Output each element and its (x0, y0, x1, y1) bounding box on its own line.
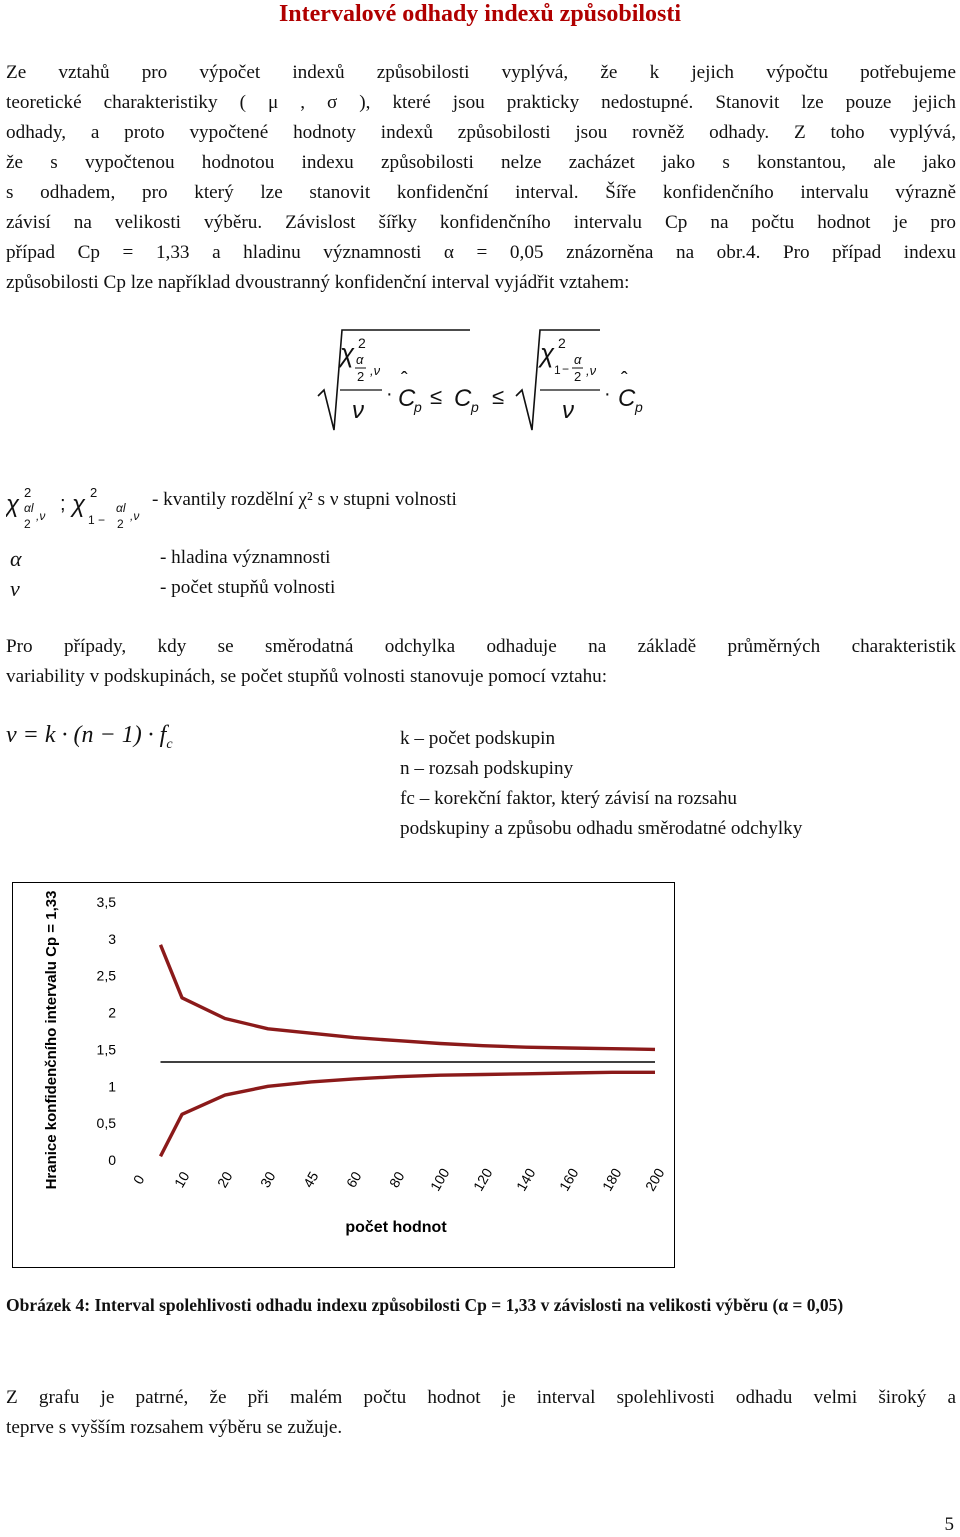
svg-text:2: 2 (90, 485, 98, 500)
svg-text:χ: χ (6, 491, 20, 518)
alpha-symbol: α (10, 546, 22, 571)
svg-text:−: − (562, 362, 570, 376)
text-line: variability v podskupinách, se počet stupňů volnosti stanovuje pomocí vztahu: (6, 666, 608, 687)
x-tick-label: 45 (299, 1168, 322, 1191)
svg-text:≤: ≤ (430, 384, 443, 409)
svg-text:αl: αl (116, 501, 126, 515)
y-tick-label: 1 (108, 1078, 116, 1095)
x-tick-label: 80 (385, 1168, 408, 1191)
svg-text:,ν: ,ν (586, 363, 597, 378)
svg-text:ν: ν (352, 397, 364, 424)
svg-text:α: α (574, 352, 582, 367)
y-tick-label: 3,5 (96, 894, 116, 910)
svg-text:ν: ν (562, 397, 574, 424)
svg-text:αl: αl (24, 501, 34, 515)
text-line: teoretické charakteristiky ( μ , σ ), které jsou prakticky nedostupné. Stanovit lze pouze jejich (6, 92, 956, 113)
svg-text:·: · (386, 383, 393, 405)
svg-text:p: p (471, 399, 479, 415)
conclusion-paragraph (6, 1383, 956, 1443)
definition-k: k – počet podskupin (400, 728, 556, 749)
definition-fc: fc – korekční faktor, který závisí na rozsahu (400, 788, 738, 809)
intro-paragraph (6, 58, 956, 298)
x-tick-label: 60 (342, 1168, 365, 1191)
x-tick-label: 180 (598, 1165, 625, 1194)
svg-text:·: · (604, 383, 611, 405)
svg-text:χ: χ (540, 338, 555, 368)
y-tick-label: 0 (108, 1152, 116, 1168)
x-tick-label: 140 (512, 1165, 539, 1194)
page-title: Intervalové odhady indexů způsobilosti (278, 1, 682, 27)
svg-text:C: C (618, 385, 636, 412)
confidence-interval-formula (300, 318, 680, 438)
text-line: Z grafu je patrné, že při malém počtu hodnot je interval spolehlivosti odhadu velmi široký a (6, 1387, 956, 1408)
text-line: závisí na velikosti výběru. Závislost šířky konfidenčního intervalu Cp na počtu hodnot je pro (6, 212, 956, 233)
svg-text:2: 2 (24, 485, 32, 500)
text-line: případ Cp = 1,33 a hladinu významnosti α = 0,05 znázorněna na obr.4. Pro případ indexu (6, 242, 956, 263)
svg-text:,ν: ,ν (370, 363, 381, 378)
x-tick-label: 100 (426, 1165, 453, 1194)
svg-text:α: α (356, 352, 364, 367)
confidence-interval-chart (12, 882, 675, 1268)
chi-square-quantiles-symbol (6, 482, 156, 532)
x-axis-title: počet hodnot (345, 1219, 447, 1236)
text-line: způsobilosti Cp lze například dvoustranný konfidenční interval vyjádřit vztahem: (6, 272, 630, 293)
svg-text:χ: χ (340, 338, 355, 368)
y-tick-label: 2,5 (96, 967, 116, 984)
upper-bound-line (161, 945, 656, 1050)
svg-text:2: 2 (117, 517, 124, 531)
svg-text:p: p (635, 399, 643, 415)
svg-text:χ: χ (72, 491, 86, 518)
svg-text:≤: ≤ (492, 384, 505, 409)
x-tick-label: 160 (555, 1165, 582, 1194)
text-line: že s vypočtenou hodnotou indexu způsobilosti nelze zacházet jako s konstantou, ale jako (6, 152, 956, 173)
svg-text:2: 2 (358, 335, 366, 351)
svg-text:C: C (454, 385, 472, 412)
formula-definitions (400, 724, 802, 844)
quantile-definition: - kvantily rozdělní χ² s ν stupni volnosti (152, 489, 457, 510)
svg-text:2: 2 (558, 335, 566, 351)
svg-text:C: C (398, 385, 416, 412)
figure-caption: Obrázek 4: Interval spolehlivosti odhadu indexu způsobilosti Cp = 1,33 v závislosti na velikosti výběru (α = 0,05) (6, 1295, 844, 1315)
page-number: 5 (944, 1514, 954, 1535)
definition-fc-cont: podskupiny a způsobu odhadu směrodatné odchylky (400, 818, 803, 839)
x-tick-label: 120 (469, 1165, 496, 1194)
text-line: Ze vztahů pro výpočet indexů způsobilosti vyplývá, že k jejich výpočtu potřebujeme (6, 62, 956, 83)
text-line: odhady, a proto vypočtené hodnoty indexů způsobilosti jsou rovněž odhady. Z toho vyplývá, (6, 122, 956, 143)
svg-text:2: 2 (357, 369, 365, 384)
x-tick-label: 20 (213, 1168, 236, 1191)
svg-text:ˆ: ˆ (401, 369, 408, 391)
nu-definition: - počet stupňů volnosti (160, 577, 336, 598)
x-tick-label: 200 (641, 1165, 668, 1194)
svg-text:,ν: ,ν (36, 509, 46, 523)
y-axis-title: Hranice konfidenčního intervalu Cp = 1,33 (43, 890, 60, 1190)
svg-text:2: 2 (574, 369, 582, 384)
svg-text:ˆ: ˆ (621, 369, 628, 391)
svg-text:1: 1 (88, 513, 95, 527)
degrees-paragraph (6, 632, 956, 692)
y-tick-label: 2 (108, 1004, 116, 1021)
y-tick-label: 3 (108, 930, 116, 947)
alpha-definition: - hladina významnosti (160, 547, 331, 568)
y-tick-label: 0,5 (96, 1115, 116, 1132)
x-tick-label: 10 (170, 1168, 193, 1191)
definition-n: n – rozsah podskupiny (400, 758, 574, 779)
lower-bound-line (161, 1072, 656, 1156)
x-tick-label: 0 (129, 1172, 148, 1187)
x-tick-label: 30 (256, 1168, 279, 1191)
text-line: Pro případy, kdy se směrodatná odchylka odhaduje na základě průměrných charakteristik (6, 636, 956, 657)
svg-text:2: 2 (24, 517, 31, 531)
y-tick-label: 1,5 (96, 1041, 116, 1058)
svg-text:;: ; (60, 493, 66, 515)
svg-text:p: p (414, 399, 422, 415)
svg-text:−: − (98, 513, 106, 527)
svg-text:1: 1 (554, 363, 561, 377)
degrees-formula: $\nu = k \cdot (n - 1) \cdot f_c$ (6, 722, 173, 752)
nu-symbol: ν (10, 576, 20, 601)
text-line: s odhadem, pro který lze stanovit konfidenční interval. Šíře konfidenčního intervalu výrazně (6, 182, 956, 203)
svg-text:,ν: ,ν (130, 509, 140, 523)
text-line: teprve s vyšším rozsahem výběru se zužuje. (6, 1417, 343, 1438)
